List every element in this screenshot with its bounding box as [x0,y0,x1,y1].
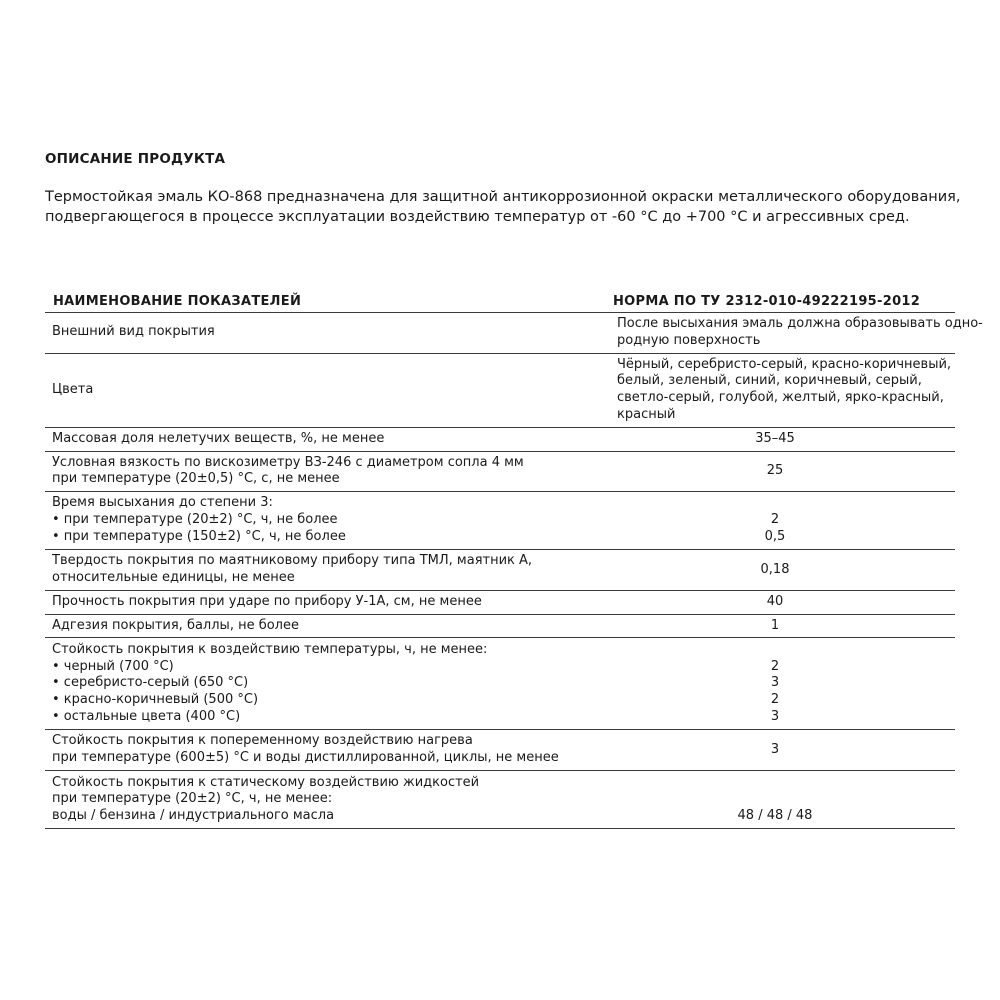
norm-value [715,642,835,659]
norm-cell [605,590,955,614]
norm-value: 3 [770,675,780,691]
parameter-text: • серебристо-серый (650 °С) [52,675,249,691]
table-row [45,313,955,354]
column-header-parameter: НАИМЕНОВАНИЕ ПОКАЗАТЕЛЕЙ [45,290,605,313]
parameter-text: при температуре (20±0,5) °С, с, не менее [52,471,340,487]
product-description [45,187,965,227]
norm-cell [605,550,955,591]
norm-value: светло-серый, голубой, желтый, ярко-красный, [617,390,944,406]
parameter-cell [45,770,605,828]
norm-cell [605,353,955,427]
table-row [45,614,955,638]
norm-value: 40 [766,593,784,609]
norm-cell [605,313,983,354]
norm-value: Чёрный, серебристо-серый, красно-коричневый, [617,356,952,372]
parameter-text: Стойкость покрытия к попеременному воздействию нагрева [52,733,473,749]
parameter-text: • при температуре (150±2) °С, ч, не более [52,529,346,545]
norm-value: 48 / 48 / 48 [737,808,813,824]
norm-value: 2 [770,692,780,708]
column-header-norm: НОРМА ПО ТУ 2312-010-49222195-2012 [605,290,955,313]
norm-cell [605,427,955,451]
norm-value: 0,5 [764,529,786,545]
parameter-text: воды / бензина / индустриального масла [52,808,335,824]
parameter-text: при температуре (20±2) °С, ч, не менее: [52,791,333,807]
parameter-text: Цвета [52,381,94,397]
norm-value: 2 [770,512,780,528]
parameter-text: Стойкость покрытия к статическому воздействию жидкостей [52,774,480,790]
table-row [45,590,955,614]
description-line: Термостойкая эмаль КО-868 предназначена для защитной антикоррозионной окраски металлического оборудования, [45,189,961,205]
parameter-cell [45,614,605,638]
parameter-cell [45,590,605,614]
parameter-text: Твердость покрытия по маятниковому прибору типа ТМЛ, маятник А, [52,553,533,569]
norm-value: 0,18 [760,561,790,577]
parameter-cell [45,313,605,354]
parameter-text: Прочность покрытия при ударе по прибору У-1А, см, не менее [52,593,482,609]
table-body [45,313,983,829]
norm-value: 25 [766,462,784,478]
norm-cell [605,451,955,492]
table-row [45,353,955,427]
parameter-text: Время высыхания до степени 3: [52,495,273,511]
norm-cell [605,770,955,828]
norm-cell [605,492,955,550]
section-title: ОПИСАНИЕ ПРОДУКТА [45,151,226,167]
specification-table [45,290,983,829]
norm-value [715,495,835,512]
parameter-text: Условная вязкость по вискозиметру ВЗ-246 с диаметром сопла 4 мм [52,454,524,470]
table-row [45,550,955,591]
parameter-text: • черный (700 °С) [52,658,174,674]
norm-value: 3 [770,709,780,725]
parameter-cell [45,638,605,730]
norm-cell [605,638,955,730]
table-row [45,492,955,550]
table-row [45,770,955,828]
table-row [45,730,955,771]
table-row [45,451,955,492]
norm-value: 35–45 [755,430,795,446]
table-row [45,638,955,730]
parameter-cell [45,492,605,550]
parameter-text: Массовая доля нелетучих веществ, %, не менее [52,430,385,446]
parameter-cell [45,730,605,771]
norm-value: 2 [770,658,780,674]
parameter-text: • остальные цвета (400 °С) [52,709,241,725]
norm-cell [605,730,955,771]
norm-cell [605,614,955,638]
norm-value: красный [617,406,676,422]
parameter-text: Адгезия покрытия, баллы, не более [52,617,299,633]
norm-value [715,791,835,808]
parameter-cell [45,427,605,451]
norm-value: родную поверхность [617,332,761,348]
norm-value [715,775,835,792]
norm-value: 1 [770,617,780,633]
description-line: подвергающегося в процессе эксплуатации воздействию температур от -60 °С до +700 °С и агрессивных сред. [45,209,910,225]
parameter-text: относительные единицы, не менее [52,569,295,585]
parameter-text: • при температуре (20±2) °С, ч, не более [52,512,338,528]
parameter-cell [45,451,605,492]
parameter-cell [45,550,605,591]
table-header-row [45,290,955,313]
parameter-text: • красно-коричневый (500 °С) [52,692,259,708]
parameter-cell [45,353,605,427]
parameter-text: Стойкость покрытия к воздействию температуры, ч, не менее: [52,641,488,657]
norm-value: 3 [770,741,780,757]
table-row [45,427,955,451]
norm-value: После высыхания эмаль должна образовывать одно- [617,316,983,331]
norm-value: белый, зеленый, синий, коричневый, серый, [617,373,922,389]
parameter-text: Внешний вид покрытия [52,324,215,340]
parameter-text: при температуре (600±5) °С и воды дистиллированной, циклы, не менее [52,750,559,766]
